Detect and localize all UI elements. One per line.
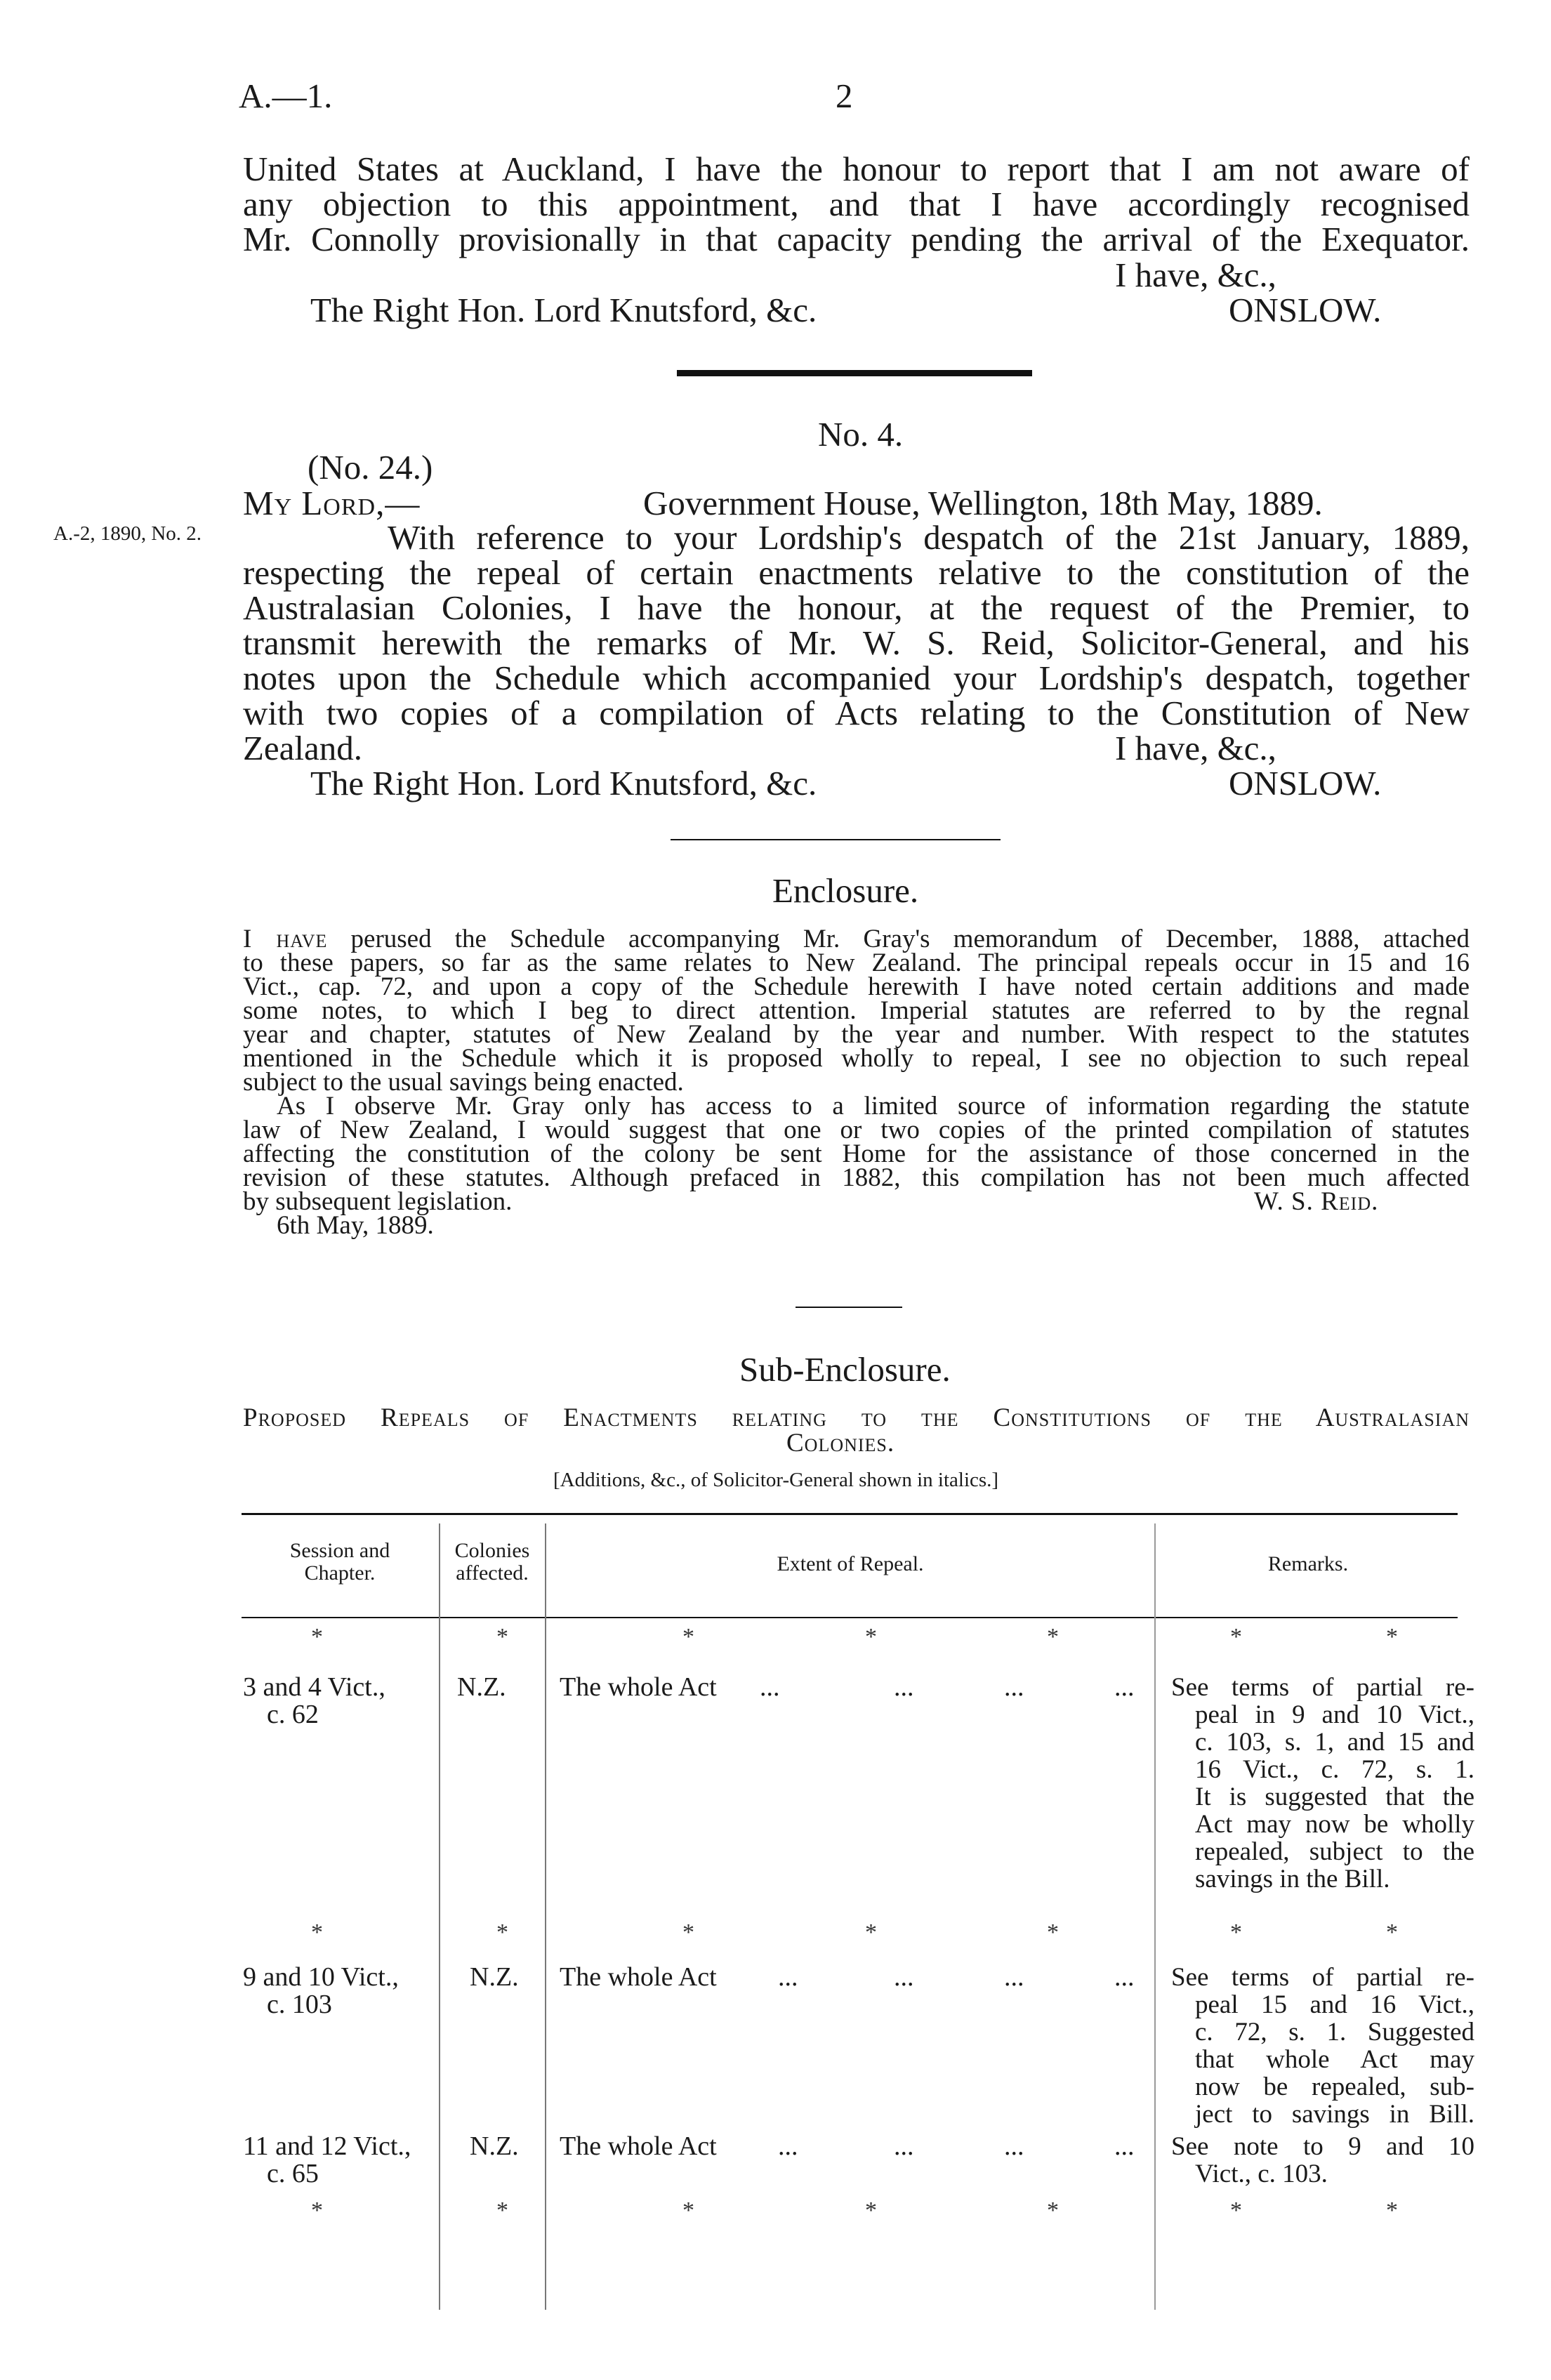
dot-leader: ... bbox=[778, 2131, 798, 2161]
letter2-last-line: Zealand. bbox=[243, 729, 363, 767]
table-top-rule bbox=[242, 1513, 1458, 1515]
column-header-extent: Extent of Repeal. bbox=[777, 1552, 924, 1575]
despatch-number: (No. 24.) bbox=[308, 448, 433, 487]
remarks bbox=[1171, 1674, 1474, 1893]
table-header-rule bbox=[242, 1617, 1458, 1618]
enclosure-line: As I observe Mr. Gray only has access to a limited source of information regarding the statute bbox=[277, 1092, 1470, 1120]
session-chapter bbox=[243, 1964, 399, 2018]
letter2-line: respecting the repeal of certain enactments relative to the constitution of the bbox=[243, 553, 1470, 592]
remark-line: Act may now be wholly bbox=[1195, 1810, 1474, 1839]
enclosure-line: subject to the usual savings being enacted. bbox=[243, 1068, 684, 1097]
asterisk: * bbox=[311, 1624, 323, 1650]
page-number: 2 bbox=[836, 77, 853, 115]
letter1-line: Mr. Connolly provisionally in that capacity pending the arrival of the Exequator. bbox=[243, 220, 1470, 258]
dot-leader: ... bbox=[1004, 1672, 1024, 1702]
dot-leader: ... bbox=[894, 2131, 914, 2161]
session-chapter bbox=[243, 2133, 411, 2188]
enclosure-signature: W. S. Reid. bbox=[1254, 1187, 1379, 1216]
enclosure-line bbox=[243, 927, 1470, 951]
dot-leader: ... bbox=[1114, 1962, 1135, 1992]
asterisk: * bbox=[1386, 1919, 1398, 1945]
sub-enclosure-heading-2: Colonies. bbox=[786, 1429, 895, 1457]
extent-of-repeal: The whole Act bbox=[560, 1672, 717, 1702]
enclosure-line: year and chapter, statutes of New Zealand by the year and number. With respect to the statutes bbox=[243, 1020, 1470, 1049]
asterisk: * bbox=[1047, 1919, 1059, 1945]
remark-line: 16 Vict., c. 72, s. 1. bbox=[1195, 1755, 1474, 1784]
section-divider-short bbox=[796, 1307, 902, 1308]
dot-leader: ... bbox=[894, 1962, 914, 1992]
remark-line: that whole Act may bbox=[1195, 2045, 1474, 2074]
enclosure-text: perused the Schedule accompanying Mr. Gray's memorandum of December, 1888, attached bbox=[327, 925, 1470, 953]
remark-line: repealed, subject to the bbox=[1195, 1837, 1474, 1866]
enclosure-line: by subsequent legislation. bbox=[243, 1187, 513, 1216]
asterisk: * bbox=[1047, 2197, 1059, 2223]
dot-leader: ... bbox=[778, 1962, 798, 1992]
asterisk: * bbox=[682, 2197, 694, 2223]
asterisk: * bbox=[496, 1919, 508, 1945]
asterisk: * bbox=[1386, 2197, 1398, 2223]
enclosure-line: revision of these statutes. Although prefaced in 1882, this compilation has not been much affected bbox=[243, 1163, 1470, 1192]
dot-leader: ... bbox=[1004, 1962, 1024, 1992]
asterisk: * bbox=[1230, 1624, 1242, 1650]
letter2-salutation: My Lord,— bbox=[243, 484, 421, 522]
remark-line: See terms of partial re- bbox=[1171, 1963, 1474, 1992]
letter2-line: With reference to your Lordship's despatch of the 21st January, 1889, bbox=[388, 518, 1470, 557]
dot-leader: ... bbox=[1114, 1672, 1135, 1702]
letter2-signature: ONSLOW. bbox=[1229, 764, 1382, 802]
enclosure-opening-caps: I have bbox=[243, 925, 328, 953]
session-text: c. 103 bbox=[267, 1990, 332, 2019]
column-header-text: Colonies bbox=[454, 1539, 530, 1562]
sub-enclosure-heading: Proposed Repeals of Enactments relating to the Constitutions of the Australasian bbox=[243, 1403, 1470, 1432]
asterisk: * bbox=[496, 1624, 508, 1650]
letter1-addressee: The Right Hon. Lord Knutsford, &c. bbox=[310, 291, 817, 329]
enclosure-line: law of New Zealand, I would suggest that one or two copies of the printed compilation of statutes bbox=[243, 1116, 1470, 1144]
remarks bbox=[1171, 2133, 1474, 2188]
margin-reference-note: A.-2, 1890, No. 2. bbox=[53, 522, 202, 545]
asterisk: * bbox=[865, 1919, 877, 1945]
remark-line: c. 72, s. 1. Suggested bbox=[1195, 2018, 1474, 2047]
remark-line: Vict., c. 103. bbox=[1195, 2160, 1328, 2188]
remark-line: ject to savings in Bill. bbox=[1195, 2100, 1474, 2129]
asterisk: * bbox=[1230, 2197, 1242, 2223]
column-header-text: Chapter. bbox=[304, 1561, 376, 1585]
remark-line: peal 15 and 16 Vict., bbox=[1195, 1990, 1474, 2019]
column-divider bbox=[1154, 1523, 1156, 2310]
colonies-affected: N.Z. bbox=[470, 1962, 519, 1992]
session-text: c. 65 bbox=[267, 2159, 319, 2188]
dot-leader: ... bbox=[894, 1672, 914, 1702]
enclosure-date: 6th May, 1889. bbox=[277, 1211, 434, 1240]
column-header-session bbox=[243, 1540, 437, 1585]
letter1-line: any objection to this appointment, and that I have accordingly recognised bbox=[243, 185, 1470, 223]
enclosure-line: mentioned in the Schedule which it is proposed wholly to repeal, I see no objection to such repeal bbox=[243, 1044, 1470, 1073]
colonies-affected: N.Z. bbox=[457, 1672, 506, 1702]
asterisk: * bbox=[496, 2197, 508, 2223]
letter2-addressee: The Right Hon. Lord Knutsford, &c. bbox=[310, 764, 817, 802]
asterisk: * bbox=[311, 2197, 323, 2223]
session-text: 9 and 10 Vict., bbox=[243, 1962, 399, 1992]
column-header-text: Session and bbox=[289, 1539, 390, 1562]
letter2-closing: I have, &c., bbox=[1115, 729, 1276, 767]
letter2-line: Australasian Colonies, I have the honour, at the request of the Premier, to bbox=[243, 588, 1470, 627]
session-text: 11 and 12 Vict., bbox=[243, 2131, 411, 2161]
remark-line: savings in the Bill. bbox=[1195, 1865, 1390, 1893]
section-divider-heavy bbox=[677, 370, 1032, 376]
column-divider bbox=[545, 1523, 546, 2310]
enclosure-line: affecting the constitution of the colony be sent Home for the assistance of those concerned in the bbox=[243, 1139, 1470, 1168]
column-header-remarks: Remarks. bbox=[1267, 1552, 1349, 1575]
dot-leader: ... bbox=[760, 1672, 780, 1702]
remark-line: now be repealed, sub- bbox=[1195, 2072, 1474, 2101]
letter2-place-date: Government House, Wellington, 18th May, 1889. bbox=[643, 484, 1323, 522]
enclosure-line: to these papers, so far as the same relates to New Zealand. The principal repeals occur in 15 and 16 bbox=[243, 948, 1470, 977]
asterisk: * bbox=[682, 1624, 694, 1650]
asterisk: * bbox=[865, 2197, 877, 2223]
sub-enclosure-title: Sub-Enclosure. bbox=[739, 1350, 951, 1389]
asterisk: * bbox=[1047, 1624, 1059, 1650]
session-text: c. 62 bbox=[267, 1700, 319, 1729]
letter2-number: No. 4. bbox=[818, 415, 904, 454]
column-header-colonies bbox=[441, 1540, 543, 1585]
asterisk: * bbox=[1230, 1919, 1242, 1945]
letter1-closing: I have, &c., bbox=[1115, 256, 1276, 294]
dot-leader: ... bbox=[1004, 2131, 1024, 2161]
letter2-line: with two copies of a compilation of Acts relating to the Constitution of New bbox=[243, 694, 1470, 732]
asterisk: * bbox=[865, 1624, 877, 1650]
colonies-affected: N.Z. bbox=[470, 2131, 519, 2161]
remark-line: peal in 9 and 10 Vict., bbox=[1195, 1700, 1474, 1729]
remark-line: See note to 9 and 10 bbox=[1171, 2132, 1474, 2161]
enclosure-line: some notes, to which I beg to direct attention. Imperial statutes are referred to by the regnal bbox=[243, 996, 1470, 1025]
extent-of-repeal: The whole Act bbox=[560, 2131, 717, 2161]
sub-enclosure-note: [Additions, &c., of Solicitor-General shown in italics.] bbox=[553, 1469, 999, 1491]
session-text: 3 and 4 Vict., bbox=[243, 1672, 385, 1702]
enclosure-title: Enclosure. bbox=[772, 871, 919, 910]
session-chapter bbox=[243, 1674, 385, 1728]
enclosure-line: Vict., cap. 72, and upon a copy of the Schedule herewith I have noted certain additions and made bbox=[243, 972, 1470, 1001]
letter1-line: United States at Auckland, I have the honour to report that I am not aware of bbox=[243, 150, 1470, 188]
asterisk: * bbox=[682, 1919, 694, 1945]
dot-leader: ... bbox=[1114, 2131, 1135, 2161]
page-reference: A.—1. bbox=[239, 77, 333, 115]
column-divider bbox=[439, 1523, 440, 2310]
remark-line: See terms of partial re- bbox=[1171, 1673, 1474, 1702]
letter2-line: transmit herewith the remarks of Mr. W. S. Reid, Solicitor-General, and his bbox=[243, 623, 1470, 662]
remark-line: It is suggested that the bbox=[1195, 1783, 1474, 1811]
asterisk: * bbox=[311, 1919, 323, 1945]
letter2-line: notes upon the Schedule which accompanied your Lordship's despatch, together bbox=[243, 659, 1470, 697]
letter1-signature: ONSLOW. bbox=[1229, 291, 1382, 329]
section-divider-thin bbox=[671, 839, 1001, 840]
remarks bbox=[1171, 1964, 1474, 2128]
remark-line: c. 103, s. 1, and 15 and bbox=[1195, 1728, 1474, 1757]
asterisk: * bbox=[1386, 1624, 1398, 1650]
extent-of-repeal: The whole Act bbox=[560, 1962, 717, 1992]
column-header-text: affected. bbox=[456, 1561, 529, 1585]
